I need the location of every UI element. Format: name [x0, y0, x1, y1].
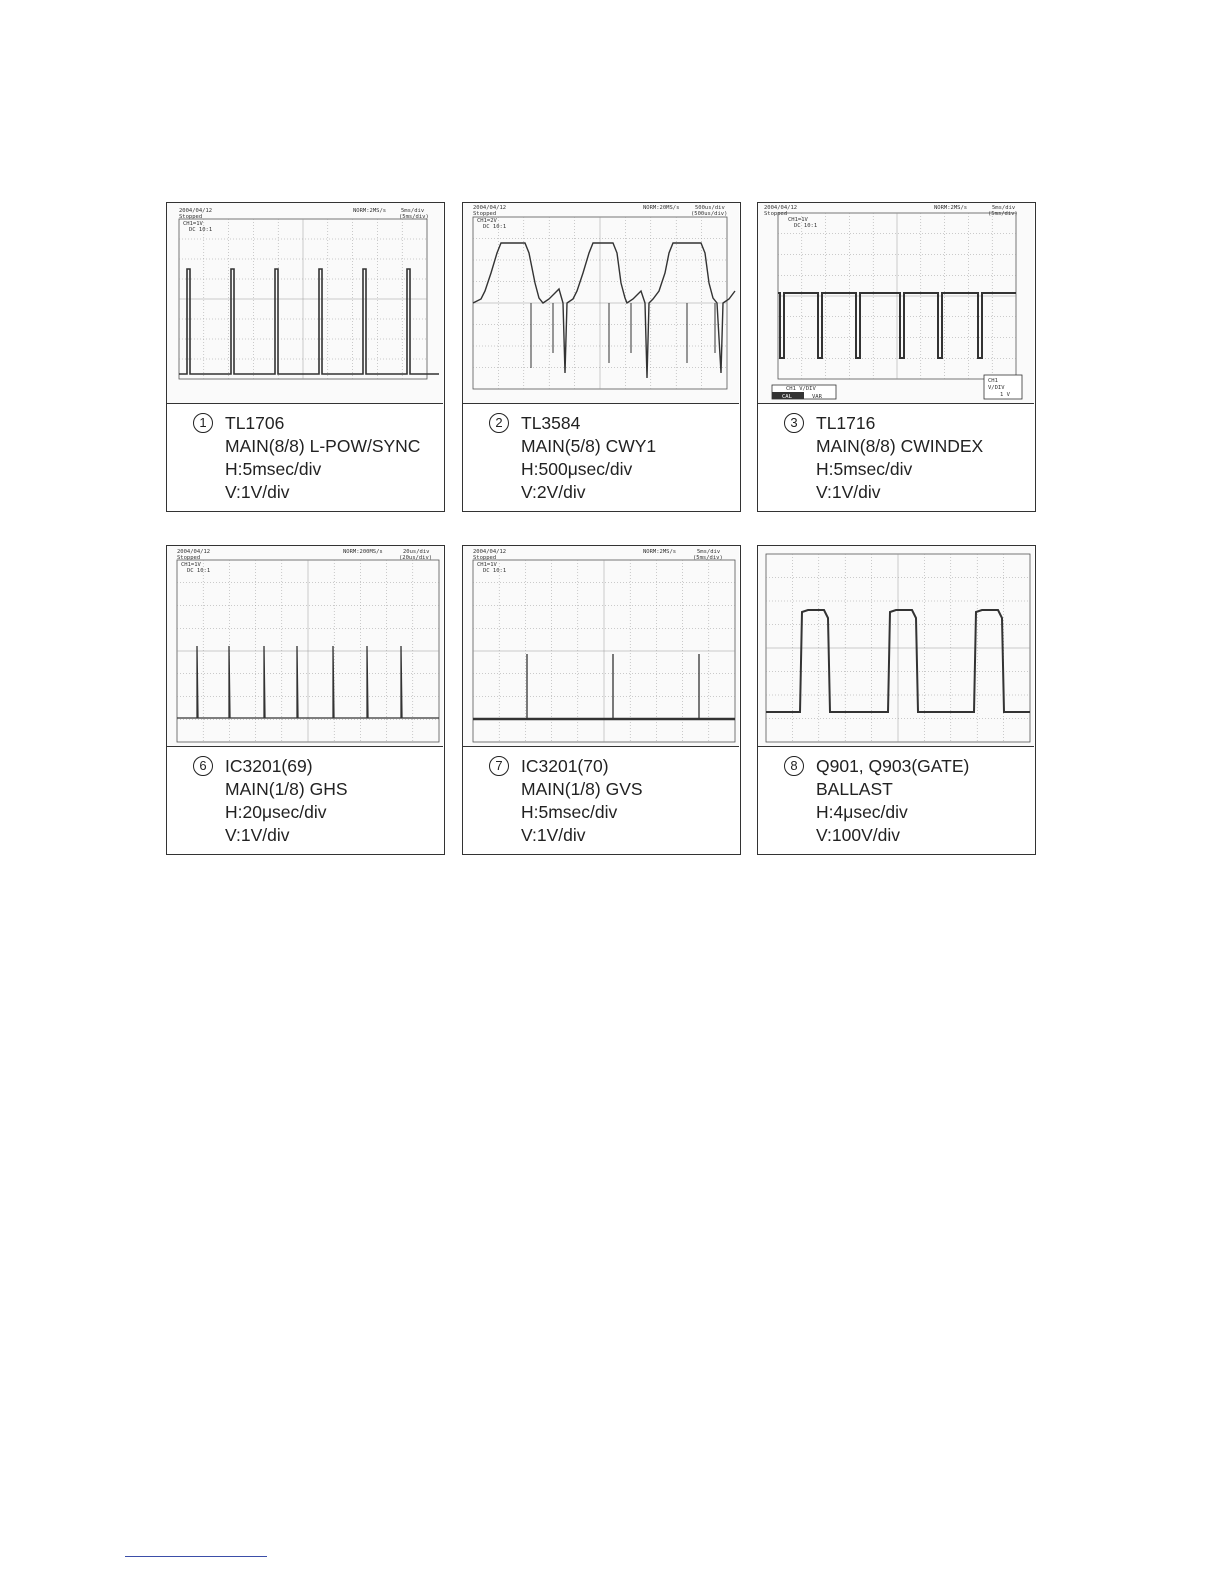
caption-test-point: Q901, Q903(GATE): [816, 756, 970, 776]
scope-timebase-sub: (5ms/div): [693, 555, 723, 561]
vdiv-readout-label: V/DIV: [988, 385, 1005, 391]
caption-horizontal-scale: H:5msec/div: [225, 459, 322, 479]
panel-number-badge: 6: [193, 756, 213, 776]
scope-date: 2004/04/12: [764, 205, 798, 211]
scope-grid: [179, 219, 427, 379]
scope-timebase-sub: (20us/div): [399, 555, 433, 561]
waveform-panel-7: [462, 545, 741, 855]
vdiv-menu-var[interactable]: VAR: [812, 394, 822, 400]
caption-horizontal-scale: H:4μsec/div: [816, 802, 908, 822]
scope-status: Stopped: [177, 555, 201, 561]
scope-status: Stopped: [764, 211, 788, 217]
caption-horizontal-scale: H:500μsec/div: [521, 459, 633, 479]
caption-vertical-scale: V:1V/div: [816, 482, 881, 502]
vdiv-readout-title: CH1: [988, 378, 998, 384]
scope-sample-rate: NORM:2MS/s: [643, 549, 677, 555]
scope-sample-rate: NORM:2MS/s: [934, 205, 968, 211]
caption-test-point: TL3584: [521, 413, 581, 433]
caption-vertical-scale: V:1V/div: [225, 482, 290, 502]
scope-channel: CH1=2V: [477, 218, 497, 224]
caption-test-point: TL1706: [225, 413, 285, 433]
caption-vertical-scale: V:2V/div: [521, 482, 586, 502]
scope-channel: CH1=1V: [788, 217, 808, 223]
footer-rule: [125, 1556, 267, 1557]
scope-timebase: 5ms/div: [401, 208, 425, 214]
oscilloscope-screen: [758, 203, 1034, 404]
oscilloscope-screen: [167, 546, 443, 747]
waveform-panel-2: [462, 202, 741, 512]
vdiv-menu[interactable]: [772, 385, 836, 400]
caption-board-signal: BALLAST: [816, 779, 893, 799]
waveform-spikes: [531, 303, 715, 368]
scope-timebase: 500us/div: [695, 205, 725, 211]
scope-sample-rate: NORM:20MS/s: [643, 205, 680, 211]
scope-coupling: DC 10:1: [794, 223, 818, 229]
caption-test-point: IC3201(69): [225, 756, 313, 776]
caption-vertical-scale: V:1V/div: [225, 825, 290, 845]
caption-vertical-scale: V:100V/div: [816, 825, 900, 845]
scope-date: 2004/04/12: [473, 549, 507, 555]
scope-coupling: DC 10:1: [187, 568, 211, 574]
oscilloscope-screen: [463, 203, 739, 404]
scope-timebase: 5ms/div: [697, 549, 721, 555]
caption-board-signal: MAIN(1/8) GVS: [521, 779, 643, 799]
waveform-caption: [758, 406, 1034, 510]
caption-test-point: IC3201(70): [521, 756, 609, 776]
vdiv-menu-cal[interactable]: CAL: [782, 394, 792, 400]
waveform-panel-6: [166, 545, 445, 855]
scope-timebase: 20us/div: [403, 549, 430, 555]
oscilloscope-screen: [167, 203, 443, 404]
scope-coupling: DC 10:1: [483, 224, 507, 230]
scope-date: 2004/04/12: [179, 208, 213, 214]
caption-horizontal-scale: H:5msec/div: [816, 459, 913, 479]
scope-grid: [473, 560, 735, 742]
scope-grid: [766, 554, 1030, 742]
caption-board-signal: MAIN(8/8) L-POW/SYNC: [225, 436, 421, 456]
scope-timebase-sub: (5ms/div): [988, 211, 1018, 217]
scope-status: Stopped: [473, 211, 497, 217]
vdiv-menu-title: CH1 V/DIV: [786, 386, 816, 392]
scope-coupling: DC 10:1: [483, 568, 507, 574]
scope-timebase-sub: (500us/div): [691, 211, 728, 217]
caption-vertical-scale: V:1V/div: [521, 825, 586, 845]
caption-board-signal: MAIN(5/8) CWY1: [521, 436, 657, 456]
waveform-caption: [463, 406, 739, 510]
waveform-trace: [179, 269, 439, 374]
scope-channel: CH1=1V: [477, 562, 497, 568]
scope-timebase: 5ms/div: [992, 205, 1016, 211]
caption-horizontal-scale: H:20μsec/div: [225, 802, 327, 822]
panel-number-badge: 2: [489, 413, 509, 433]
scope-date: 2004/04/12: [473, 205, 507, 211]
scope-channel: CH1=1V: [181, 562, 201, 568]
caption-horizontal-scale: H:5msec/div: [521, 802, 618, 822]
waveform-panel-3: [757, 202, 1036, 512]
waveform-caption: [463, 749, 739, 853]
waveform-caption: [167, 749, 443, 853]
oscilloscope-screen: [758, 546, 1034, 747]
caption-board-signal: MAIN(8/8) CWINDEX: [816, 436, 984, 456]
waveform-panel-1: [166, 202, 445, 512]
waveform-trace: [473, 243, 735, 378]
caption-board-signal: MAIN(1/8) GHS: [225, 779, 348, 799]
waveform-caption: [758, 749, 1034, 853]
vdiv-readout-value: 1 V: [1000, 392, 1010, 398]
scope-channel: CH1=1V: [183, 221, 203, 227]
panel-number-badge: 1: [193, 413, 213, 433]
scope-grid: [778, 213, 1016, 379]
scope-sample-rate: NORM:200MS/s: [343, 549, 383, 555]
scope-status: Stopped: [179, 214, 203, 220]
scope-sample-rate: NORM:2MS/s: [353, 208, 387, 214]
scope-timebase-sub: (5ms/div): [399, 214, 429, 220]
waveform-caption: [167, 406, 443, 510]
scope-status: Stopped: [473, 555, 497, 561]
scope-grid: [177, 560, 439, 742]
scope-coupling: DC 10:1: [189, 227, 213, 233]
panel-number-badge: 8: [784, 756, 804, 776]
waveform-panel-8: [757, 545, 1036, 855]
scope-date: 2004/04/12: [177, 549, 211, 555]
panel-number-badge: 3: [784, 413, 804, 433]
panel-number-badge: 7: [489, 756, 509, 776]
waveform-spikes: [527, 654, 699, 719]
vdiv-readout: [984, 375, 1022, 399]
oscilloscope-screen: [463, 546, 739, 747]
caption-test-point: TL1716: [816, 413, 876, 433]
